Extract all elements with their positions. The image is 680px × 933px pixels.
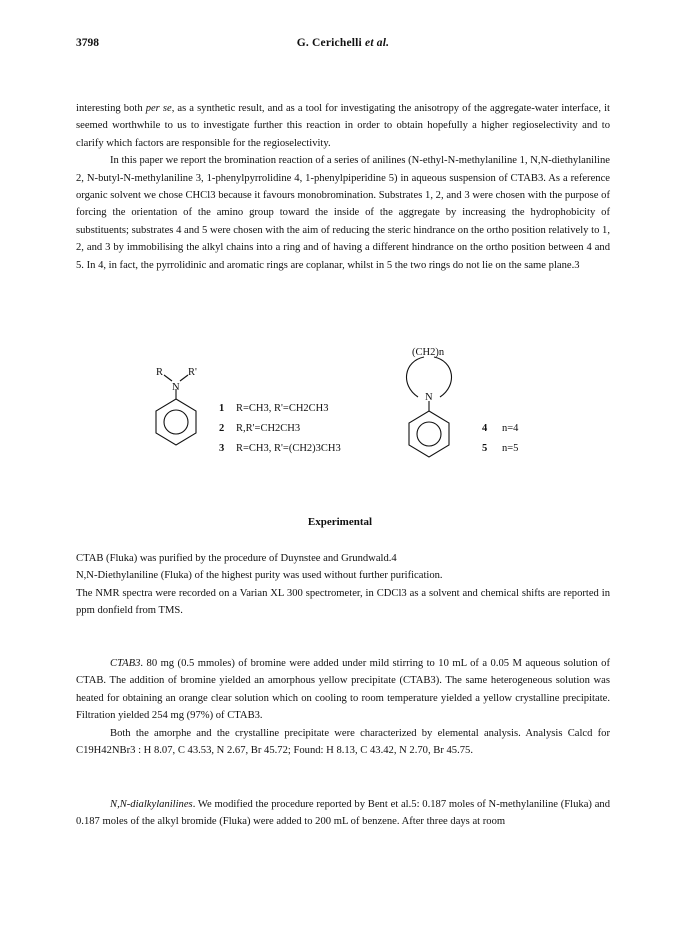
page-header	[76, 37, 610, 53]
materials-line-2: N,N-Diethylaniline (Fluka) of the highest purity was used without further purification.	[76, 570, 443, 582]
intro-p1-per-se: per se	[145, 103, 172, 114]
intro-paragraph-1	[76, 100, 610, 152]
compound-1-number: 1	[219, 403, 225, 414]
compound-5-text: n=5	[502, 443, 519, 454]
compound-2-number: 2	[219, 423, 225, 434]
running-author: G. Cerichelli	[296, 37, 362, 49]
experimental-materials	[76, 550, 610, 620]
substituent-r-prime-label: R'	[188, 367, 197, 378]
running-etal: et al.	[365, 37, 390, 49]
substituent-r-label: R	[156, 367, 164, 378]
compound-3-number: 3	[219, 443, 225, 454]
ctab3-paragraph-2: Both the amorphe and the crystalline precipitate were characterized by elemental analysis. Analysis Calcd for C19H42NBr3 : H 8.07, C 43.53, N 2.67, Br 45.72; Found: H 8.13, C 43.42, N 2.70, Br 45.75.	[76, 727, 610, 757]
ctab3-paragraph-1	[76, 655, 610, 725]
dialkylanilines-paragraph	[76, 796, 610, 831]
ctab3-run-in-title: CTAB3	[110, 658, 141, 669]
dialkylanilines-run-in-title: N,N-dialkylanilines	[110, 799, 193, 810]
experimental-heading: Experimental	[307, 516, 373, 528]
compound-4-text: n=4	[502, 423, 519, 434]
compound-5-number: 5	[482, 443, 488, 454]
aniline-structures	[0, 335, 680, 475]
compound-4-number: 4	[482, 423, 488, 434]
materials-line-1: CTAB (Fluka) was purified by the procedure of Duynstee and Grundwald.4	[76, 553, 397, 564]
ctab3-section	[76, 655, 610, 759]
materials-line-3: The NMR spectra were recorded on a Varian XL 300 spectrometer, in CDCl3 as a solvent and chemical shifts are reported in ppm donfield from TMS.	[76, 587, 610, 617]
compound-3-text: R=CH3, R'=(CH2)3CH3	[236, 443, 341, 454]
intro-paragraph-2: In this paper we report the bromination reaction of a series of anilines (N-ethyl-N-methylaniline 1, N,N-diethylaniline 2, N-butyl-N-methylaniline 3, 1-phenylpyrrolidine 4, 1-phenylpiperidine 5) in aqueous suspension of CTAB3. As a reference organic solvent we chose CHCl3 because it favours monobromination. Substrates 1, 2, and 3 were chosen with the purpose of forcing the orientation of the amino group toward the inside of the aggregate by increasing the hydrophobicity of substituents; substrates 4 and 5 were chosen with the aim of reducing the steric hindrance on the ortho position relatively to 1, 2, and 3 by immobilising the alkyl chains into a ring and of having a different hindrance on the ortho position between 4 and 5. In 4, in fact, the pyrrolidinic and aromatic rings are coplanar, whilst in 5 the two rings do not lie on the same plane.3	[76, 155, 610, 271]
nitrogen-label-right: N	[425, 392, 433, 403]
ctab3-p1-text: . 80 mg (0.5 mmoles) of bromine were added under mild stirring to 10 mL of a 0.05 M aqueous solution of CTAB. The addition of bromine yielded an amorphous yellow precipitate (CTAB3). The same heterogeneous solution was heated for obtaining an orange clear solution which on cooling to room temperature yielded a yellow crystalline precipitate. Filtration yielded 254 mg (97%) of CTAB3.	[76, 658, 610, 722]
compound-1-text: R=CH3, R'=CH2CH3	[236, 403, 329, 414]
intro-p1-end: , as a synthetic result, and as a tool for investigating the anisotropy of the aggregate-water interface, it seemed worthwhile to us to investigate further this reaction in order to obtain hopefully a higher regioselectivity and to clarify which factors are responsible for the regioselectivity.	[76, 103, 610, 149]
dialkylanilines-text: . We modified the procedure reported by Bent et al.5: 0.187 moles of N-methylaniline (Fluka) and 0.187 moles of the alkyl bromide (Fluka) were added to 200 mL of benzene. After three days at room	[76, 799, 610, 828]
compound-2-text: R,R'=CH2CH3	[236, 423, 301, 434]
structure-scheme	[0, 335, 680, 475]
cyclic-amine-structure	[407, 357, 452, 457]
dialkylanilines-section	[76, 796, 610, 831]
nitrogen-label-left: N	[172, 382, 180, 393]
page-number: 3798	[76, 37, 99, 49]
intro-p1-start: interesting both	[76, 103, 146, 114]
intro-section	[76, 100, 610, 274]
running-head	[76, 37, 610, 49]
ring-size-label: (CH2)n	[412, 347, 445, 358]
